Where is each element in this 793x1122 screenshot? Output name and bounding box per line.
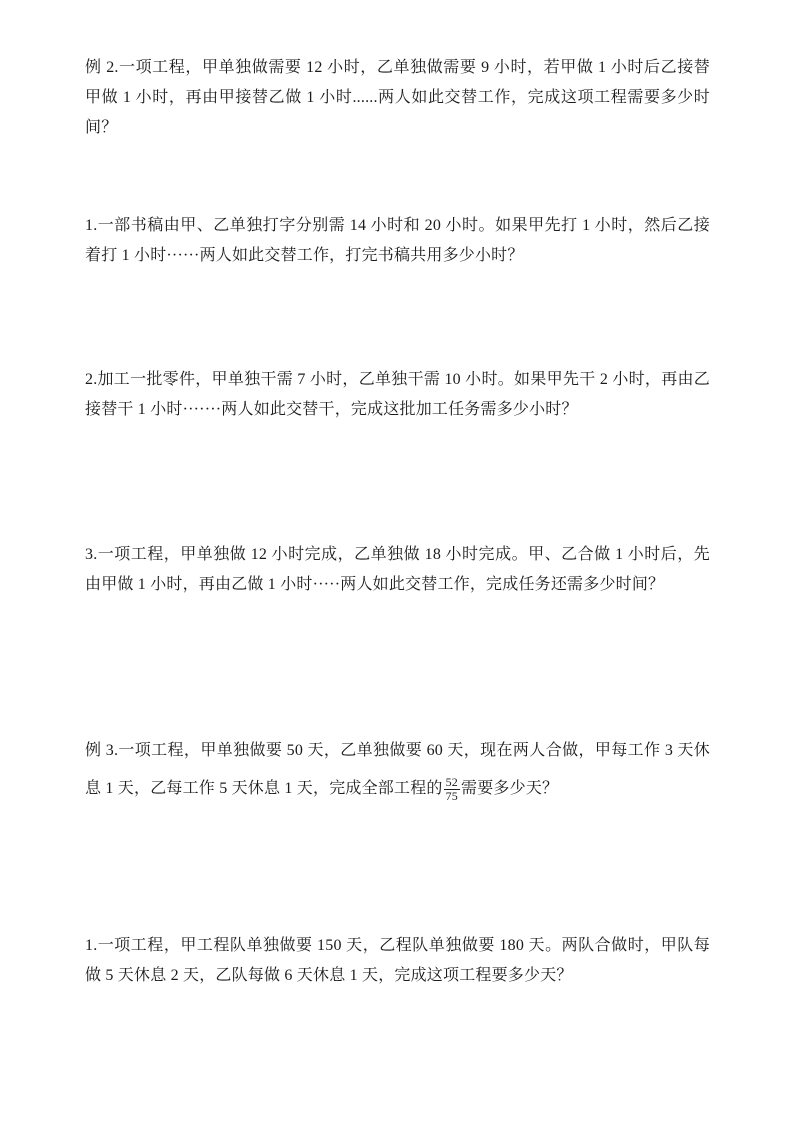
fraction-denominator: 75 xyxy=(445,788,459,803)
problem-2: 2.加工一批零件，甲单独干需 7 小时，乙单独干需 10 小时。如果甲先干 2 小时，再由乙接替干 1 小时·······两人如此交替干，完成这批加工任务需多少小时？ xyxy=(85,371,710,418)
problem-example-3-text-before: 例 3.一项工程，甲单独做要 50 天，乙单独做要 60 天，现在两人合做，甲每工作 3 天休息 1 天，乙每工作 5 天休息 1 天，完成全部工程的 xyxy=(85,742,710,797)
fraction-numerator: 52 xyxy=(445,774,459,789)
problem-3: 3.一项工程，甲单独做 12 小时完成，乙单独做 18 小时完成。甲、乙合做 1 小时后，先由甲做 1 小时，再由乙做 1 小时·····两人如此交替工作，完成任务还需多少时间？ xyxy=(85,546,710,593)
problem-4: 1.一项工程，甲工程队单独做要 150 天，乙程队单独做要 180 天。两队合做时，甲队每做 5 天休息 2 天，乙队每做 6 天休息 1 天，完成这项工程要多少天？ xyxy=(85,937,710,984)
problem-example-2: 例 2.一项工程，甲单独做需要 12 小时，乙单独做需要 9 小时，若甲做 1 小时后乙接替甲做 1 小时，再由甲接替乙做 1 小时......两人如此交替工作，完成这项工程需要多少时间？ xyxy=(85,59,710,136)
problem-example-3-text-after: 需要多少天？ xyxy=(461,780,559,797)
fraction-52-75 xyxy=(444,776,460,803)
problem-example-3 xyxy=(85,732,710,808)
problem-1: 1.一部书稿由甲、乙单独打字分别需 14 小时和 20 小时。如果甲先打 1 小时，然后乙接着打 1 小时······两人如此交替工作，打完书稿共用多少小时？ xyxy=(85,217,710,264)
